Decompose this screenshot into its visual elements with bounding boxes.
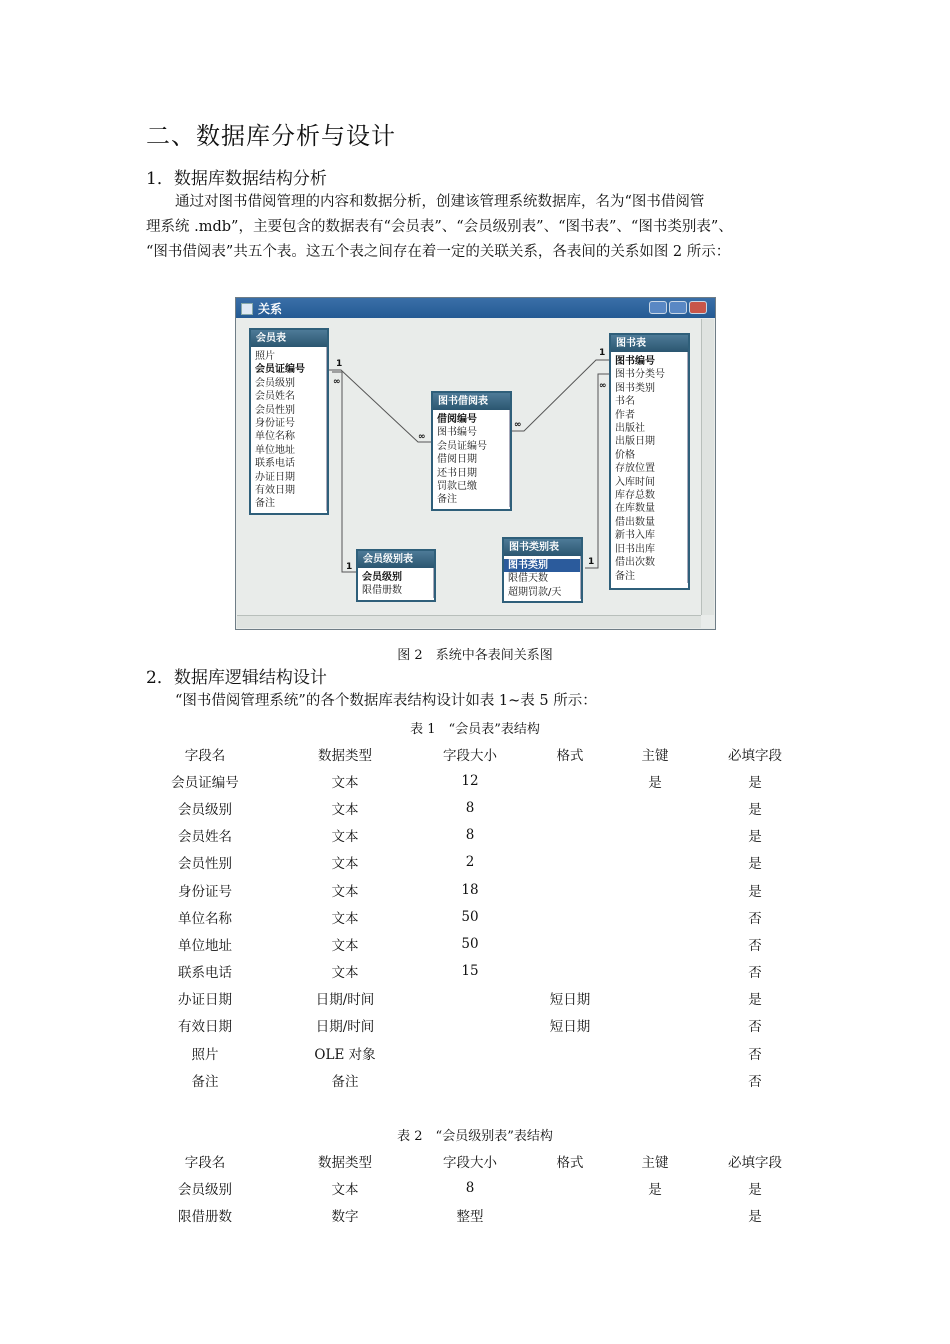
field-item[interactable]: 备注 <box>255 498 275 510</box>
table-cell <box>420 1066 520 1093</box>
table-cell: 格式 <box>556 1154 584 1171</box>
para-line: 通过对图书借阅管理的内容和数据分析，创建该管理系统数据库，名为“图书借阅管 <box>175 194 705 210</box>
table-cell <box>620 903 690 930</box>
table-cell: 单位地址 <box>178 937 232 954</box>
field-item-key[interactable]: 会员证编号 <box>255 364 305 376</box>
table-cell <box>420 1012 520 1039</box>
table-row <box>140 958 820 985</box>
field-item[interactable]: 借阅日期 <box>437 454 477 466</box>
member-table-box[interactable] <box>249 328 329 515</box>
table-cell: 2 <box>465 854 475 871</box>
table-cell: 15 <box>461 963 479 980</box>
table-header-row <box>140 1147 820 1174</box>
table-row <box>140 794 820 821</box>
table-cell: OLE 对象 <box>314 1046 376 1063</box>
table-cell: 数字 <box>331 1208 359 1225</box>
cardinality-many: ∞ <box>418 432 426 442</box>
table-cell: 8 <box>465 799 475 816</box>
table-cell: 日期/时间 <box>315 992 375 1009</box>
table-cell <box>520 930 620 957</box>
window-title: 关系 <box>258 302 283 316</box>
table-cell <box>520 767 620 794</box>
field-item[interactable]: 出版日期 <box>615 436 655 448</box>
field-item[interactable]: 照片 <box>255 351 275 362</box>
table-cell <box>520 849 620 876</box>
table-cell: 文本 <box>331 856 359 873</box>
table-cell <box>620 876 690 903</box>
field-item[interactable]: 入库时间 <box>615 476 655 488</box>
table-cell: 是 <box>748 1208 762 1225</box>
field-item[interactable]: 价格 <box>615 449 635 461</box>
table-cell: 否 <box>748 1019 762 1036</box>
table-cell: 文本 <box>331 829 359 846</box>
table-cell: 否 <box>748 910 762 927</box>
table-cell: 会员级别 <box>178 801 232 818</box>
table-cell: 会员性别 <box>178 856 232 873</box>
table-cell: 字段大小 <box>443 747 497 764</box>
table-cell: 是 <box>748 883 762 900</box>
cardinality-one: 1 <box>588 557 595 567</box>
cardinality-one: 1 <box>599 348 606 358</box>
table-cell <box>620 958 690 985</box>
table-cell: 50 <box>461 908 479 925</box>
field-item[interactable]: 身份证号 <box>255 418 295 430</box>
table-row <box>140 1039 820 1066</box>
table-cell: 短日期 <box>549 992 591 1009</box>
category-table-box[interactable] <box>502 537 583 603</box>
table-cell: 备注 <box>331 1073 359 1090</box>
borrow-table-title: 图书借阅表 <box>433 393 510 410</box>
table-row <box>140 767 820 794</box>
para-line: 理系统 .mdb”，主要包含的数据表有“会员表”、“会员级别表”、“图书表”、“图书类别表”、 <box>146 219 733 235</box>
field-item[interactable]: 联系电话 <box>255 458 295 470</box>
field-item[interactable]: 图书编号 <box>437 427 477 439</box>
table-header-row <box>140 740 820 767</box>
table-cell <box>520 794 620 821</box>
field-item[interactable]: 作者 <box>615 409 635 421</box>
section-heading: 二、数据库分析与设计 <box>146 122 396 150</box>
level-table-title: 会员级别表 <box>358 551 434 568</box>
field-item[interactable]: 会员姓名 <box>255 391 295 403</box>
field-item[interactable]: 库存总数 <box>615 490 655 502</box>
field-item[interactable]: 旧书出库 <box>615 543 655 555</box>
table1-caption: 表 1 “会员表”表结构 <box>410 722 540 737</box>
field-item[interactable]: 有效日期 <box>255 485 295 497</box>
field-item[interactable]: 新书入库 <box>615 530 655 542</box>
table-cell: 整型 <box>456 1208 484 1225</box>
table-cell: 是 <box>648 774 662 791</box>
table-row <box>140 930 820 957</box>
table-row <box>140 822 820 849</box>
cardinality-one: 1 <box>336 359 343 369</box>
relation-line-member-level <box>332 372 356 572</box>
field-item[interactable]: 存放位置 <box>615 463 655 475</box>
table-cell <box>520 822 620 849</box>
table-cell: 会员级别 <box>178 1181 232 1198</box>
relation-line-borrow-book <box>511 360 610 431</box>
table-cell <box>620 794 690 821</box>
borrow-table-box[interactable] <box>431 391 512 511</box>
table-cell: 备注 <box>191 1073 219 1090</box>
field-item[interactable]: 书名 <box>615 396 635 408</box>
table-cell: 数据类型 <box>318 1154 372 1171</box>
subsection-title-1: 1．数据库数据结构分析 <box>146 169 327 189</box>
table-cell: 字段名 <box>184 747 226 764</box>
table-cell: 8 <box>465 827 475 844</box>
table-cell: 是 <box>748 829 762 846</box>
table2-level-structure <box>140 1147 820 1229</box>
table-cell: 照片 <box>191 1046 219 1063</box>
table-cell: 是 <box>748 801 762 818</box>
book-table-title: 图书表 <box>611 335 688 352</box>
intro-paragraph <box>146 190 810 265</box>
table-cell <box>620 822 690 849</box>
table-intro-paragraph: “图书借阅管理系统”的各个数据库表结构设计如表 1~表 5 所示： <box>175 693 597 709</box>
table-cell: 办证日期 <box>178 992 232 1009</box>
field-item-key-selected[interactable]: 图书类别 <box>504 559 580 572</box>
table-row <box>140 1174 820 1201</box>
table-cell <box>520 1201 620 1228</box>
field-item-key[interactable]: 借阅编号 <box>437 414 477 425</box>
field-item-key[interactable]: 图书编号 <box>615 356 655 367</box>
table-cell: 主键 <box>641 1154 669 1171</box>
table-cell: 文本 <box>331 801 359 818</box>
table-cell <box>520 958 620 985</box>
table-cell: 18 <box>461 881 479 898</box>
table-row <box>140 1012 820 1039</box>
table-cell: 50 <box>461 935 479 952</box>
table-cell: 文本 <box>331 774 359 791</box>
field-item[interactable]: 备注 <box>437 494 457 506</box>
table-row <box>140 849 820 876</box>
table-cell: 会员证编号 <box>171 774 239 791</box>
table-cell: 12 <box>461 772 479 789</box>
field-item[interactable]: 会员性别 <box>255 404 295 416</box>
table-cell <box>620 849 690 876</box>
field-item[interactable]: 会员级别 <box>255 377 295 389</box>
table-cell: 必填字段 <box>728 747 782 764</box>
table-cell: 文本 <box>331 883 359 900</box>
table-cell: 会员姓名 <box>178 829 232 846</box>
table-row <box>140 985 820 1012</box>
table-cell: 否 <box>748 937 762 954</box>
table-cell <box>520 903 620 930</box>
cardinality-many: ∞ <box>599 381 607 391</box>
table-cell: 字段名 <box>184 1154 226 1171</box>
table-cell <box>520 876 620 903</box>
table-cell: 是 <box>648 1181 662 1198</box>
table-cell <box>520 1039 620 1066</box>
field-item[interactable]: 借出次数 <box>615 557 655 569</box>
table-cell: 文本 <box>331 1181 359 1198</box>
table-cell <box>620 1201 690 1228</box>
table-cell <box>620 930 690 957</box>
table-cell: 否 <box>748 1073 762 1090</box>
table-row <box>140 1066 820 1093</box>
table-cell <box>420 985 520 1012</box>
table2-caption: 表 2 “会员级别表”表结构 <box>397 1129 553 1144</box>
field-item[interactable]: 出版社 <box>615 423 645 435</box>
field-item[interactable]: 单位地址 <box>255 444 295 456</box>
table-cell <box>520 1174 620 1201</box>
table-cell <box>420 1039 520 1066</box>
subsection-title-2: 2．数据库逻辑结构设计 <box>146 668 327 688</box>
field-item-key[interactable]: 会员级别 <box>362 572 402 583</box>
table-cell: 格式 <box>556 747 584 764</box>
table-cell: 单位名称 <box>178 910 232 927</box>
field-item[interactable]: 在库数量 <box>615 503 655 515</box>
table-cell <box>520 1066 620 1093</box>
table-cell <box>620 1039 690 1066</box>
table-cell: 身份证号 <box>178 883 232 900</box>
member-table-title: 会员表 <box>251 330 327 347</box>
table-cell: 限借册数 <box>178 1208 232 1225</box>
para-line: “图书借阅表”共五个表。这五个表之间存在着一定的关联关系，各表间的关系如图 2 所示： <box>146 244 731 260</box>
table-row <box>140 1201 820 1228</box>
field-item[interactable]: 备注 <box>615 570 635 582</box>
table-cell: 日期/时间 <box>315 1019 375 1036</box>
field-item[interactable]: 图书类别 <box>615 382 655 394</box>
table-row <box>140 876 820 903</box>
table-cell: 文本 <box>331 937 359 954</box>
table-cell: 文本 <box>331 910 359 927</box>
field-item[interactable]: 还书日期 <box>437 467 477 479</box>
field-item[interactable]: 借出数量 <box>615 516 655 528</box>
table-cell: 文本 <box>331 965 359 982</box>
table-cell: 数据类型 <box>318 747 372 764</box>
table-row <box>140 903 820 930</box>
table1-member-structure <box>140 740 820 1093</box>
table-cell: 否 <box>748 1046 762 1063</box>
field-item[interactable]: 单位名称 <box>255 431 295 443</box>
field-item[interactable]: 限借册数 <box>362 585 402 597</box>
figure-caption: 图 2 系统中各表间关系图 <box>397 648 553 663</box>
relation-line-member-borrow <box>328 370 432 442</box>
table-cell: 必填字段 <box>728 1154 782 1171</box>
table-cell: 有效日期 <box>178 1019 232 1036</box>
table-cell: 字段大小 <box>443 1154 497 1171</box>
field-item[interactable]: 罚款已缴 <box>437 481 477 493</box>
table-cell: 短日期 <box>549 1019 591 1036</box>
table-cell <box>620 1066 690 1093</box>
table-cell: 8 <box>465 1179 475 1196</box>
field-item[interactable]: 办证日期 <box>255 471 295 483</box>
category-table-title: 图书类别表 <box>504 539 581 556</box>
table-cell: 否 <box>748 965 762 982</box>
table-cell: 是 <box>748 1181 762 1198</box>
field-item[interactable]: 超期罚款/天 <box>508 586 562 598</box>
field-item[interactable]: 图书分类号 <box>615 369 665 381</box>
cardinality-many: ∞ <box>514 420 522 430</box>
field-item[interactable]: 会员证编号 <box>437 440 487 452</box>
table-cell: 是 <box>748 774 762 791</box>
book-table-box[interactable] <box>609 333 690 590</box>
relation-line-book-category <box>585 374 610 568</box>
level-table-box[interactable] <box>356 549 436 602</box>
cardinality-one: 1 <box>346 562 353 572</box>
cardinality-many: ∞ <box>333 377 341 387</box>
table-cell <box>620 985 690 1012</box>
table-cell: 是 <box>748 856 762 873</box>
table-cell <box>620 1012 690 1039</box>
table-cell: 主键 <box>641 747 669 764</box>
relationship-window <box>235 297 716 630</box>
field-item[interactable]: 限借天数 <box>508 573 548 585</box>
table-cell: 联系电话 <box>178 965 232 982</box>
table-cell: 是 <box>748 992 762 1009</box>
